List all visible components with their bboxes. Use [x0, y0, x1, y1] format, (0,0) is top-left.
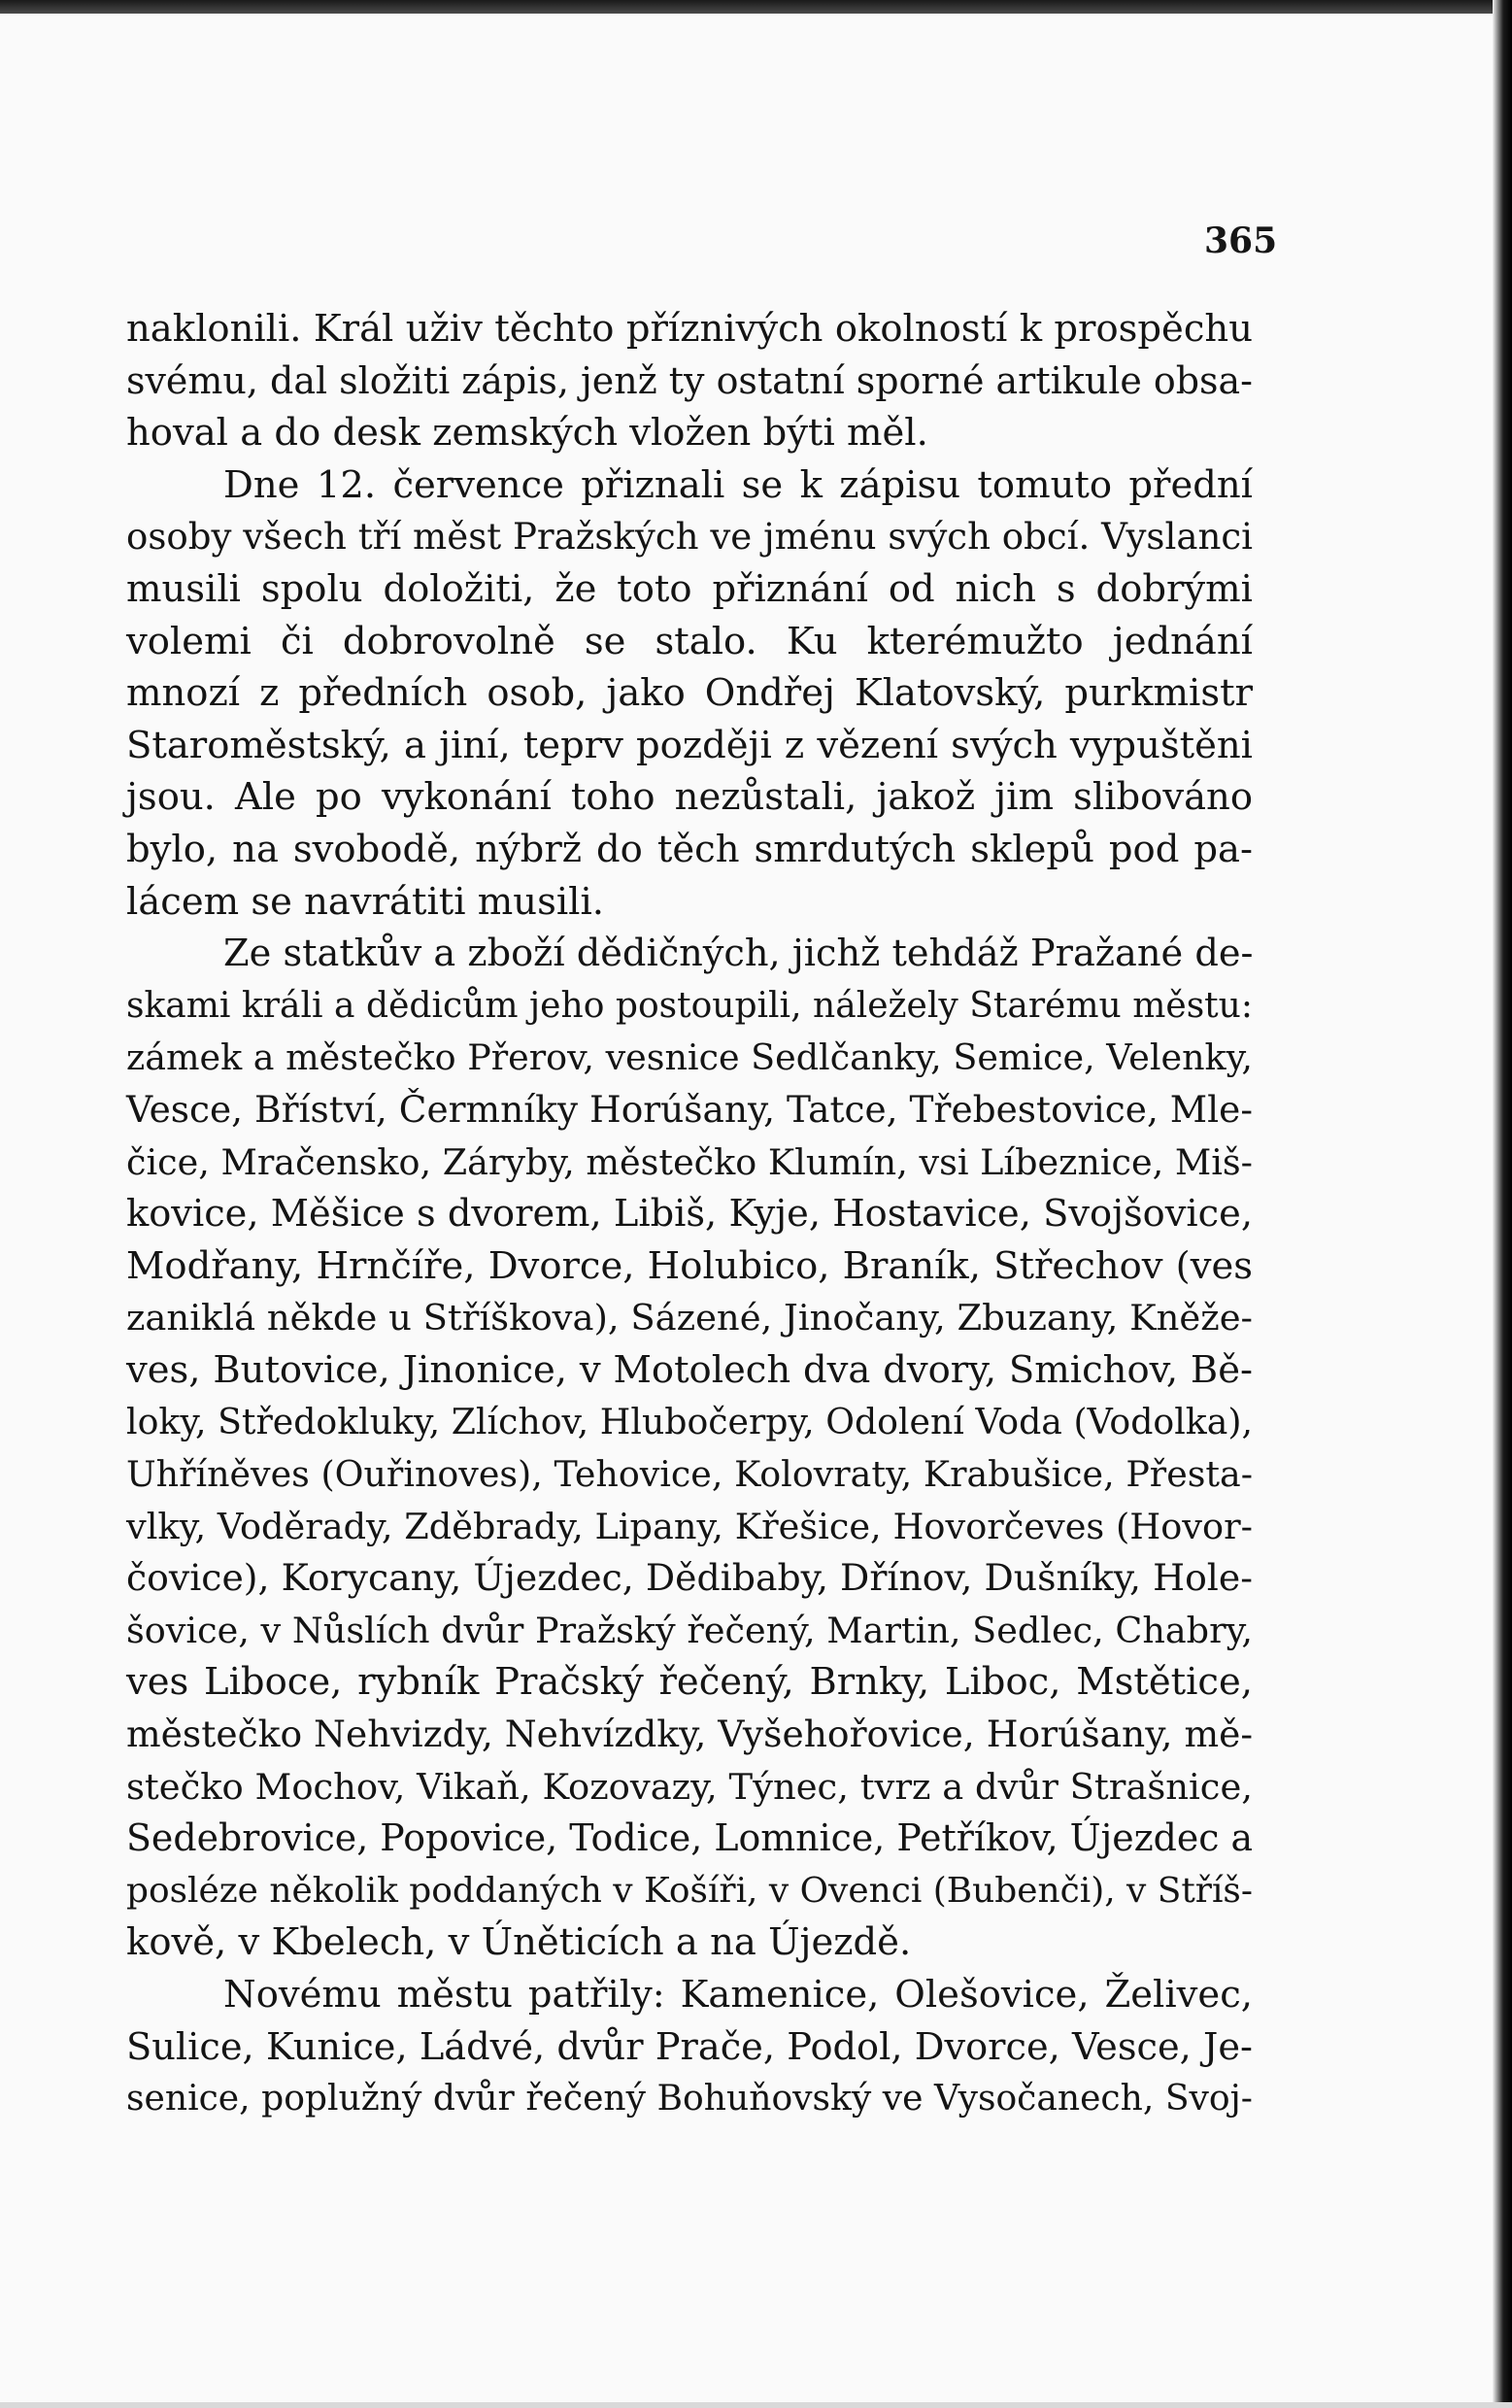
text-line: bylo, na svobodě, nýbrž do těch smrdutých sklepů pod pa-: [126, 827, 1253, 871]
text-line: svému, dal složiti zápis, jenž ty ostatní sporné artikule obsa-: [126, 358, 1253, 402]
text-line: senice, poplužný dvůr řečený Bohuňovský ve Vysočanech, Svoj-: [126, 2078, 1253, 2120]
text-line: volemi či dobrovolně se stalo. Ku kterémužto jednání: [126, 619, 1253, 663]
text-line: loky, Středokluky, Zlíchov, Hlubočerpy, Odolení Voda (Vodolka),: [126, 1401, 1253, 1443]
scan-top-edge: [0, 0, 1512, 14]
text-line: jsou. Ale po vykonání toho nezůstali, jakož jim slibováno: [126, 775, 1253, 820]
text-line: Vesce, Bříství, Čermníky Horúšany, Tatce, Třebestovice, Mle-: [126, 1087, 1253, 1131]
text-line: čovice), Korycany, Újezdec, Dědibaby, Dřínov, Dušníky, Hole-: [126, 1556, 1253, 1600]
text-line: Sulice, Kunice, Ládvé, dvůr Prače, Podol, Dvorce, Vesce, Je-: [126, 2024, 1253, 2069]
text-line: zámek a městečko Přerov, vesnice Sedlčanky, Semice, Velenky,: [126, 1036, 1253, 1079]
text-line: naklonili. Král uživ těchto příznivých okolností k prospěchu: [126, 307, 1253, 351]
text-line: osoby všech tří měst Pražských ve jménu svých obcí. Vyslanci: [126, 516, 1253, 559]
text-line: městečko Nehvizdy, Nehvízdky, Vyšehořovice, Horúšany, mě-: [126, 1713, 1254, 1756]
text-line: Staroměstský, a jiní, teprv později z vězení svých vypuštěni: [126, 723, 1253, 767]
text-line: musili spolu doložiti, že toto přiznání od nich s dobrými: [126, 566, 1253, 611]
scan-right-edge: [1493, 0, 1512, 2408]
text-line: kově, v Kbelech, v Úněticích a na Újezdě.: [126, 1920, 912, 1965]
text-line: lácem se navrátiti musili.: [126, 879, 605, 924]
text-line: zaniklá někde u Stříškova), Sázené, Jinočany, Zbuzany, Kněže-: [126, 1297, 1253, 1340]
text-line: Novému městu patřily: Kamenice, Olešovice, Želivec,: [223, 1973, 1253, 2017]
text-line: ves, Butovice, Jinonice, v Motolech dva dvory, Smichov, Bě-: [126, 1347, 1253, 1392]
text-line: Dne 12. července přiznali se k zápisu tomuto přední: [223, 462, 1253, 507]
text-line: hoval a do desk zemských vložen býti měl.: [126, 411, 928, 456]
text-line: Uhříněves (Ouřinoves), Tehovice, Kolovraty, Krabušice, Přesta-: [126, 1453, 1253, 1496]
page-number: 365: [1204, 220, 1278, 261]
text-line: Sedebrovice, Popovice, Todice, Lomnice, Petříkov, Újezdec a: [126, 1816, 1254, 1860]
text-line: kovice, Měšice s dvorem, Libiš, Kyje, Hostavice, Svojšovice,: [126, 1192, 1253, 1237]
text-line: mnozí z předních osob, jako Ondřej Klatovský, purkmistr: [126, 671, 1253, 716]
text-line: skami králi a dědicům jeho postoupili, náležely Starému městu:: [126, 985, 1253, 1026]
text-line: ves Liboce, rybník Pračský řečený, Brnky, Liboc, Mstětice,: [126, 1660, 1253, 1705]
scan-bottom-edge: [0, 2402, 1512, 2408]
body-text: [126, 303, 1253, 2125]
text-line: Modřany, Hrnčíře, Dvorce, Holubico, Braník, Střechov (ves: [126, 1243, 1253, 1288]
text-line: čice, Mračensko, Záryby, městečko Klumín, vsi Líbeznice, Miš-: [126, 1140, 1253, 1183]
text-line: stečko Mochov, Vikaň, Kozovazy, Týnec, tvrz a dvůr Strašnice,: [126, 1765, 1253, 1808]
text-line: vlky, Voděrady, Zděbrady, Lipany, Křešice, Hovorčeves (Hovor-: [126, 1505, 1253, 1547]
text-line: šovice, v Nůslích dvůr Pražský řečený, Martin, Sedlec, Chabry,: [126, 1609, 1253, 1651]
text-line: Ze statkův a zboží dědičných, jichž tehdáž Pražané de-: [223, 932, 1254, 976]
text-line: posléze několik poddaných v Košíři, v Ovenci (Bubenči), v Stříš-: [126, 1870, 1253, 1911]
